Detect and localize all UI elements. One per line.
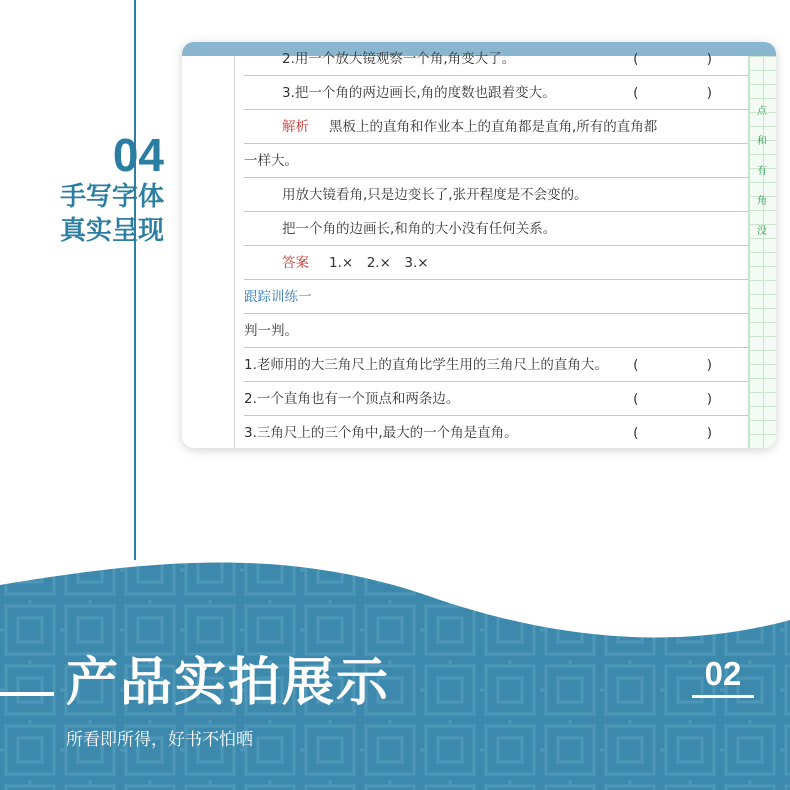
answer-parentheses: ( ) xyxy=(633,51,744,67)
answer-parentheses: ( ) xyxy=(633,357,744,373)
analysis-text: 把一个角的边画长,和角的大小没有任何关系。 xyxy=(282,221,557,237)
analysis-text: 一样大。 xyxy=(244,153,298,169)
feature-line-2: 真实呈现 xyxy=(59,216,164,246)
page-number: 02 xyxy=(692,653,754,698)
question-text: 3.把一个角的两边画长,角的度数也跟着变大。 xyxy=(282,85,556,101)
title-dash-decoration xyxy=(0,692,54,696)
answer-parentheses: ( ) xyxy=(633,425,744,441)
answer-text: 1.× 2.× 3.× xyxy=(329,255,429,271)
analysis-text: 黑板上的直角和作业本上的直角都是直角,所有的直角都 xyxy=(329,119,658,135)
side-note: 没 xyxy=(757,226,767,237)
analysis-text: 用放大镜看角,只是边变长了,张开程度是不会变的。 xyxy=(282,187,588,203)
question-text: 1.老师用的大三角尺上的直角比学生用的三角尺上的直角大。 xyxy=(244,357,608,373)
instruction-text: 判一判。 xyxy=(244,323,298,339)
feature-line-1: 手写字体 xyxy=(59,182,164,212)
question-text: 2.一个直角也有一个顶点和两条边。 xyxy=(244,391,460,407)
side-note: 角 xyxy=(757,196,767,207)
feature-number: 04 xyxy=(112,129,164,181)
answer-parentheses: ( ) xyxy=(633,391,744,407)
answer-label: 答案 xyxy=(282,255,309,271)
banner-title: 产品实拍展示 xyxy=(66,653,391,713)
analysis-label: 解析 xyxy=(282,119,309,135)
answer-parentheses: ( ) xyxy=(633,85,744,101)
section-heading: 跟踪训练一 xyxy=(244,289,312,305)
side-note: 有 xyxy=(757,166,767,177)
banner-subtitle: 所看即所得，好书不怕晒 xyxy=(66,730,253,750)
side-note: 和 xyxy=(757,136,767,147)
question-text: 3.三角尺上的三个角中,最大的一个角是直角。 xyxy=(244,425,518,441)
side-note: 点 xyxy=(757,106,767,117)
question-text: 2.用一个放大镜观察一个角,角变大了。 xyxy=(282,51,516,67)
